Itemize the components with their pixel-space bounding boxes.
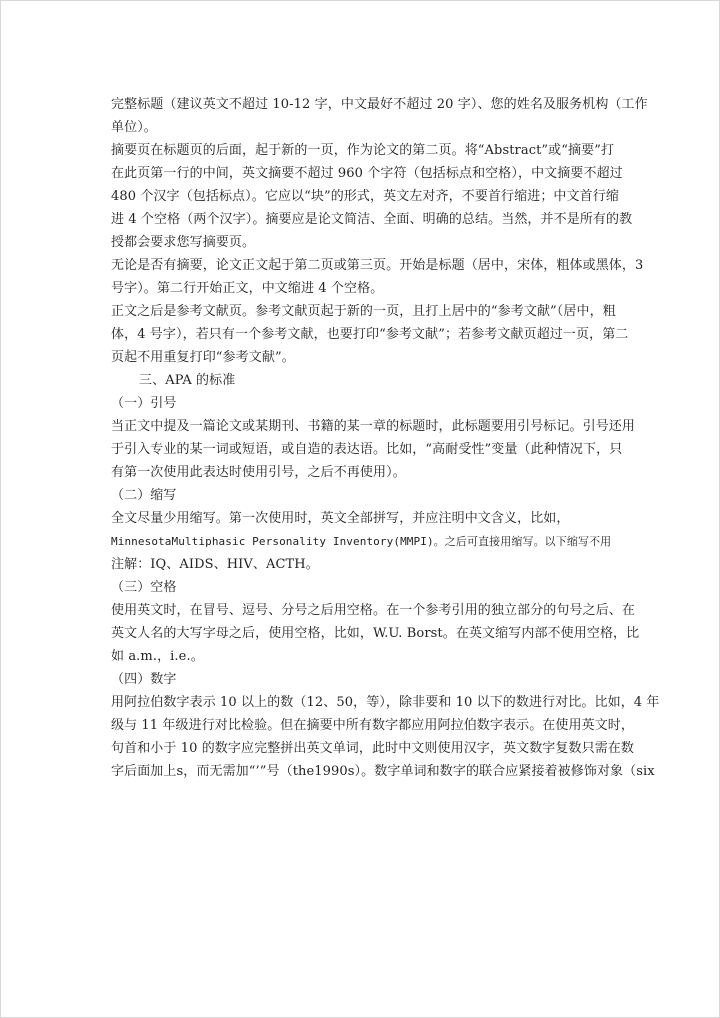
text-line: 英文人名的大写字母之后，使用空格，比如，W.U. Borst。在英文缩写内部不使用空格，比 xyxy=(111,626,640,641)
text-line: 级与 11 年级进行对比检验。但在摘要中所有数字都应用阿拉伯数字表示。在使用英文时， xyxy=(111,718,635,733)
subsection-heading: （二）缩写 xyxy=(111,488,177,503)
subsection-heading: （一）引号 xyxy=(111,396,177,411)
text-line: 有第一次使用此表达时使用引号，之后不再使用）。 xyxy=(111,465,406,480)
text-line: 用阿拉伯数字表示 10 以上的数（12、50，等），除非要和 10 以下的数进行对比。比如，4 年 xyxy=(111,695,660,710)
text-line: 在此页第一行的中间，英文摘要不超过 960 个字符（包括标点和空格），中文摘要不超过 xyxy=(111,166,623,181)
text-line: 于引入专业的某一词或短语，或自造的表达语。比如，“高耐受性”变量（此种情况下，只 xyxy=(111,442,623,457)
text-line: 授都会要求您写摘要页。 xyxy=(111,235,256,250)
text-line: 进 4 个空格（两个汉字）。摘要应是论文简洁、全面、明确的总结。当然，并不是所有的教 xyxy=(111,212,633,227)
text-line: 正文之后是参考文献页。参考文献页起于新的一页，且打上居中的“参考文献”（居中，粗 xyxy=(111,304,616,319)
subsection-heading: （三）空格 xyxy=(111,580,177,595)
text-line: 当正文中提及一篇论文或某期刊、书籍的某一章的标题时，此标题要用引号标记。引号还用 xyxy=(111,419,636,434)
text-line: 字后面加上s，而无需加“’”号（the1990s）。数字单词和数字的联合应紧接着被修饰对象（six xyxy=(111,764,655,779)
text-line: 单位）。 xyxy=(111,120,157,135)
text-line: 如 a.m.，i.e.。 xyxy=(111,649,204,664)
text-line: 摘要页在标题页的后面，起于新的一页，作为论文的第二页。将“Abstract”或“摘要”打 xyxy=(111,143,615,158)
text-line: 无论是否有摘要，论文正文起于第二页或第三页。开始是标题（居中，宋体，粗体或黑体，3 xyxy=(111,258,644,273)
text-line: 使用英文时，在冒号、逗号、分号之后用空格。在一个参考引用的独立部分的句号之后、在 xyxy=(111,603,636,618)
text-line: 480 个汉字（包括标点）。它应以“块”的形式，英文左对齐，不要首行缩进；中文首行缩 xyxy=(111,189,619,204)
text-line: 号字）。第二行开始正文，中文缩进 4 个空格。 xyxy=(111,281,384,296)
subsection-heading: （四）数字 xyxy=(111,672,177,687)
text-line: 页起不用重复打印“参考文献”。 xyxy=(111,350,295,365)
text-line: 全文尽量少用缩写。第一次使用时，英文全部拼写，并应注明中文含义，比如， xyxy=(111,511,570,526)
document-body xyxy=(111,93,660,783)
text-line: 完整标题（建议英文不超过 10-12 字，中文最好不超过 20 字）、您的姓名及服务机构（工作 xyxy=(111,97,648,112)
section-heading: 三、APA 的标准 xyxy=(139,373,236,388)
text-line: MinnesotaMultiphasic Personality Inventory(MMPI)。之后可直接用缩写。以下缩写不用 xyxy=(111,535,612,548)
text-line: 句首和小于 10 的数字应完整拼出英文单词，此时中文则使用汉字，英文数字复数只需在数 xyxy=(111,741,635,756)
text-line: 体，4 号字），若只有一个参考文献，也要打印“参考文献”；若参考文献页超过一页，第二 xyxy=(111,327,629,342)
text-line: 注解：IQ、AIDS、HIV、ACTH。 xyxy=(111,557,319,572)
